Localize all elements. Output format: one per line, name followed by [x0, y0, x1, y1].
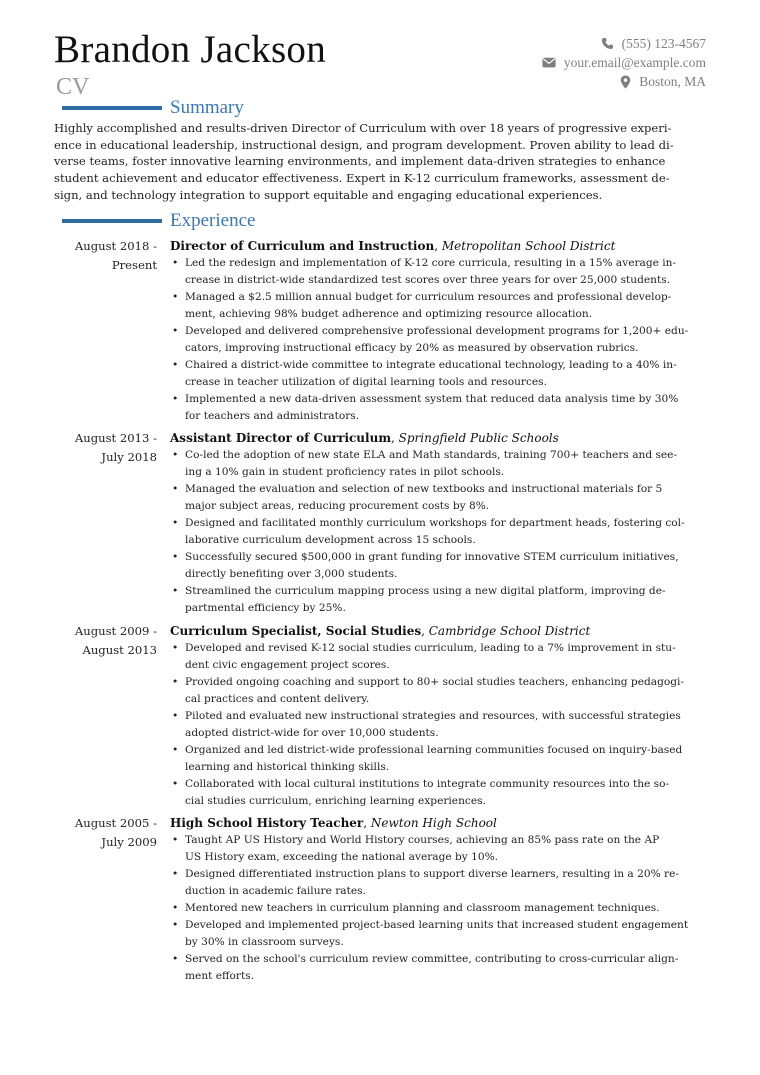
- phone-icon: [601, 37, 614, 50]
- bullet-dot-icon: •: [172, 359, 179, 371]
- bullet-item: [170, 323, 700, 357]
- bullet-line: Managed the evaluation and selection of new textbooks and instructional materials for 5: [185, 483, 663, 495]
- bullet-item: [170, 583, 700, 617]
- bullet-line: Developed and revised K-12 social studies curriculum, leading to a 7% improvement in stu-: [185, 642, 676, 654]
- summary-line: sign, and technology integration to support equitable and engaging educational experiences.: [54, 187, 603, 202]
- bullet-dot-icon: •: [172, 919, 179, 931]
- summary-line: Highly accomplished and results-driven Director of Curriculum with over 18 years of progressive experi-: [54, 121, 672, 135]
- bullet-item: [170, 357, 700, 391]
- summary-title: Summary: [170, 97, 244, 118]
- job-date-start: August 2013 -: [74, 431, 157, 445]
- experience-title: Experience: [170, 210, 256, 231]
- job-date-start: August 2009 -: [74, 624, 157, 638]
- contact-email: [542, 53, 706, 72]
- job-date-end: July 2009: [101, 835, 157, 849]
- bullet-line: Mentored new teachers in curriculum planning and classroom management techniques.: [185, 902, 660, 914]
- bullet-line: by 30% in classroom surveys.: [185, 936, 344, 948]
- bullet-line: partmental efficiency by 25%.: [185, 602, 346, 614]
- job-date-end: July 2018: [101, 450, 157, 464]
- bullet-dot-icon: •: [172, 585, 179, 597]
- contact-block: [542, 34, 706, 91]
- summary-line: ence in educational leadership, instructional design, and program development. Proven ability to lead di-: [54, 137, 674, 152]
- bullet-line: US History exam, exceeding the national average by 10%.: [185, 851, 499, 863]
- bullet-dot-icon: •: [172, 953, 179, 965]
- bullet-dot-icon: •: [172, 551, 179, 563]
- bullet-line: ing a 10% gain in student proficiency rates in pilot schools.: [185, 466, 505, 478]
- bullet-item: [170, 674, 700, 708]
- job-dates: [54, 814, 157, 852]
- job-bullets: [170, 447, 700, 617]
- envelope-icon: [542, 57, 556, 68]
- bullet-line: Successfully secured $500,000 in grant funding for innovative STEM curriculum initiatives,: [185, 551, 679, 563]
- job-separator: ,: [363, 816, 371, 830]
- bullet-item: [170, 515, 700, 549]
- bullet-line: duction in academic failure rates.: [185, 885, 366, 897]
- bullet-line: crease in teacher utilization of digital learning tools and resources.: [185, 376, 547, 388]
- bullet-item: [170, 289, 700, 323]
- bullet-line: ment, achieving 98% budget adherence and optimizing resource allocation.: [185, 308, 593, 320]
- bullet-line: dent civic engagement project scores.: [185, 659, 390, 671]
- bullet-line: laborative curriculum development across 15 schools.: [185, 534, 476, 546]
- bullet-item: [170, 708, 700, 742]
- bullet-line: Designed and facilitated monthly curriculum workshops for department heads, fostering col-: [185, 517, 685, 529]
- bullet-line: Managed a $2.5 million annual budget for curriculum resources and professional develop-: [185, 291, 672, 303]
- bullet-line: ment efforts.: [185, 970, 255, 982]
- job-date-end: August 2013: [82, 643, 157, 657]
- bullet-line: Collaborated with local cultural institutions to integrate community resources into the so-: [185, 778, 670, 790]
- bullet-dot-icon: •: [172, 642, 179, 654]
- bullet-item: [170, 549, 700, 583]
- bullet-line: major subject areas, reducing procurement costs by 8%.: [185, 500, 490, 512]
- bullet-dot-icon: •: [172, 393, 179, 405]
- summary-line: student achievement and educator effectiveness. Expert in K-12 curriculum frameworks, assessment de-: [54, 171, 670, 186]
- job-title: Assistant Director of Curriculum: [170, 431, 392, 445]
- bullet-dot-icon: •: [172, 834, 179, 846]
- job-date-end: Present: [111, 258, 157, 272]
- bullet-line: Developed and implemented project-based learning units that increased student engagement: [185, 919, 689, 931]
- job-header: [170, 237, 615, 256]
- job-organization: Metropolitan School District: [441, 239, 616, 253]
- bullet-dot-icon: •: [172, 257, 179, 269]
- bullet-dot-icon: •: [172, 778, 179, 790]
- bullet-line: Served on the school's curriculum review committee, contributing to cross-curricular align-: [185, 953, 679, 965]
- section-divider-bar: [62, 219, 162, 223]
- bullet-item: [170, 255, 700, 289]
- bullet-dot-icon: •: [172, 868, 179, 880]
- job-dates: [54, 622, 157, 660]
- bullet-line: Taught AP US History and World History courses, achieving an 85% pass rate on the AP: [185, 834, 660, 846]
- bullet-line: directly benefiting over 3,000 students.: [185, 568, 398, 580]
- bullet-dot-icon: •: [172, 291, 179, 303]
- job-organization: Springfield Public Schools: [398, 431, 559, 445]
- bullet-dot-icon: •: [172, 483, 179, 495]
- email-text[interactable]: your.email@example.com: [563, 55, 706, 70]
- job-organization: Newton High School: [370, 816, 497, 830]
- job-title: Curriculum Specialist, Social Studies: [170, 624, 422, 638]
- bullet-item: [170, 917, 700, 951]
- phone-text[interactable]: (555) 123-4567: [621, 36, 706, 51]
- summary-line: verse teams, foster innovative learning environments, and implement data-driven strategies to enhance: [54, 154, 666, 169]
- job-dates: [54, 237, 157, 275]
- bullet-line: for teachers and administrators.: [185, 410, 360, 422]
- bullet-item: [170, 776, 700, 810]
- document-subtitle: CV: [56, 74, 90, 100]
- bullet-line: Co-led the adoption of new state ELA and Math standards, training 700+ teachers and see-: [185, 449, 678, 461]
- job-bullets: [170, 255, 700, 425]
- job-header: [170, 429, 559, 448]
- bullet-line: Chaired a district-wide committee to integrate educational technology, leading to a 40% in-: [185, 359, 677, 371]
- map-pin-icon: [620, 75, 631, 89]
- section-divider-bar: [62, 106, 162, 110]
- job-header: [170, 622, 590, 641]
- bullet-dot-icon: •: [172, 449, 179, 461]
- bullet-line: Implemented a new data-driven assessment system that reduced data analysis time by 30%: [185, 393, 679, 405]
- bullet-line: Piloted and evaluated new instructional strategies and resources, with successful strategies: [185, 710, 681, 722]
- candidate-name: Brandon Jackson: [54, 28, 327, 71]
- bullet-line: Developed and delivered comprehensive professional development programs for 1,200+ edu-: [185, 325, 689, 337]
- summary-text: [54, 120, 704, 204]
- job-organization: Cambridge School District: [428, 624, 591, 638]
- bullet-line: cial studies curriculum, enriching learning experiences.: [185, 795, 486, 807]
- bullet-dot-icon: •: [172, 517, 179, 529]
- bullet-item: [170, 866, 700, 900]
- bullet-item: [170, 832, 700, 866]
- job-header: [170, 814, 497, 833]
- experience-heading: [62, 210, 255, 232]
- bullet-item: [170, 742, 700, 776]
- job-bullets: [170, 640, 700, 810]
- summary-heading: [62, 97, 244, 119]
- job-bullets: [170, 832, 700, 985]
- bullet-dot-icon: •: [172, 710, 179, 722]
- bullet-line: adopted district-wide for over 10,000 students.: [185, 727, 439, 739]
- contact-location: [542, 72, 706, 91]
- bullet-item: [170, 951, 700, 985]
- bullet-line: learning and historical thinking skills.: [185, 761, 390, 773]
- bullet-line: Streamlined the curriculum mapping process using a new digital platform, improving de-: [185, 585, 666, 597]
- bullet-item: [170, 447, 700, 481]
- bullet-line: Designed differentiated instruction plans to support diverse learners, resulting in a 20% re-: [185, 868, 679, 880]
- job-title: High School History Teacher: [170, 816, 364, 830]
- bullet-dot-icon: •: [172, 902, 179, 914]
- job-date-start: August 2018 -: [74, 239, 157, 253]
- bullet-item: [170, 640, 700, 674]
- bullet-item: [170, 391, 700, 425]
- job-separator: ,: [391, 431, 399, 445]
- bullet-line: crease in district-wide standardized test scores over three years for over 25,000 students.: [185, 274, 671, 286]
- job-separator: ,: [421, 624, 429, 638]
- contact-phone: [542, 34, 706, 53]
- job-date-start: August 2005 -: [74, 816, 157, 830]
- bullet-line: Organized and led district-wide professional learning communities focused on inquiry-based: [185, 744, 683, 756]
- bullet-line: cal practices and content delivery.: [185, 693, 370, 705]
- bullet-item: [170, 900, 700, 917]
- location-text: Boston, MA: [639, 74, 706, 89]
- bullet-line: Provided ongoing coaching and support to 80+ social studies teachers, enhancing pedagogi-: [185, 676, 684, 688]
- bullet-dot-icon: •: [172, 325, 179, 337]
- job-dates: [54, 429, 157, 467]
- bullet-dot-icon: •: [172, 744, 179, 756]
- bullet-line: Led the redesign and implementation of K-12 core curricula, resulting in a 15% average in-: [185, 257, 677, 269]
- job-separator: ,: [434, 239, 442, 253]
- bullet-item: [170, 481, 700, 515]
- job-title: Director of Curriculum and Instruction: [170, 239, 435, 253]
- bullet-dot-icon: •: [172, 676, 179, 688]
- bullet-line: cators, improving instructional efficacy by 20% as measured by observation rubrics.: [185, 342, 639, 354]
